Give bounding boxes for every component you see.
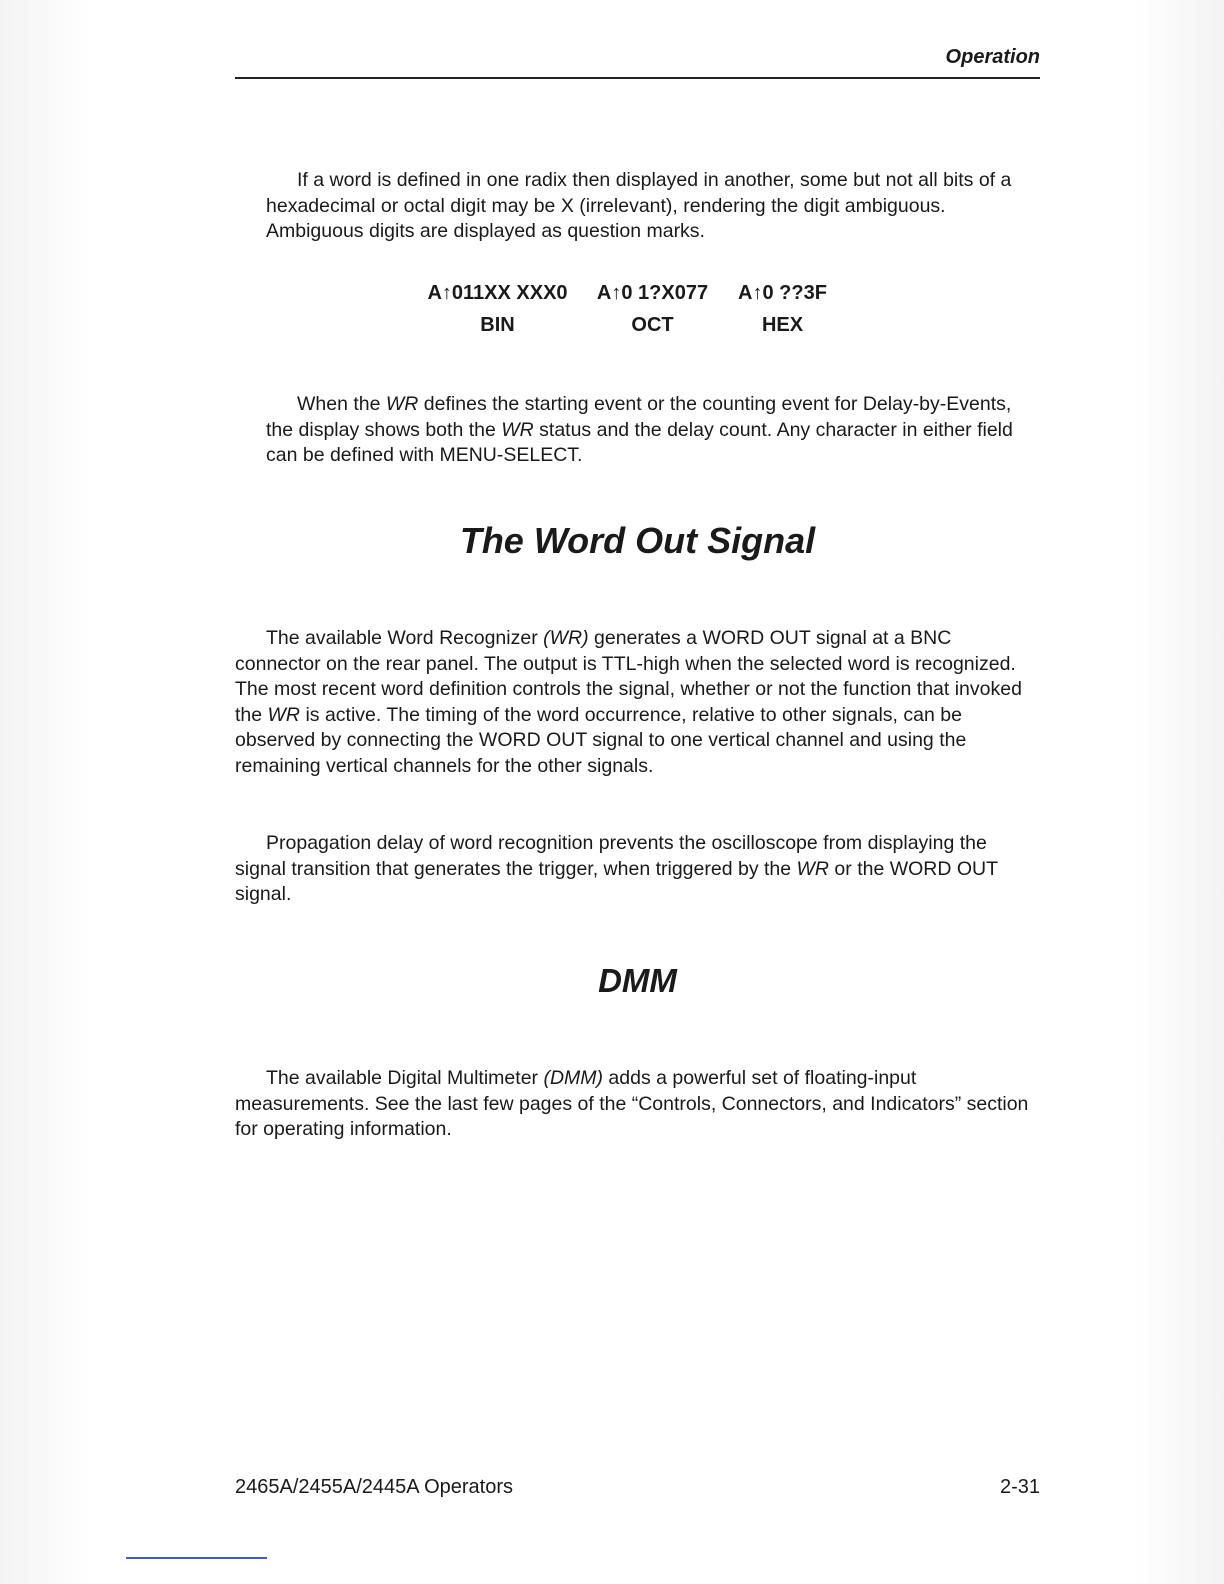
radix-example-bin [415, 282, 580, 337]
paragraph-text: defines the starting event or the counting event for Delay-by-Events, the display shows both the [266, 393, 1012, 441]
paragraph-text: adds a powerful set of floating-input measurements. See the last few pages of the “Controls, Connectors, and Indicators” section for operating information. [235, 1067, 1029, 1140]
paragraph-propagation-delay [235, 831, 1040, 908]
paragraph-word-out-signal [235, 626, 1040, 779]
page-edge-left [0, 0, 90, 1584]
radix-value: A↑011XX XXX0 [427, 282, 568, 304]
radix-example-oct [585, 282, 720, 337]
paragraph-emphasis: WR [385, 393, 419, 415]
radix-label: OCT [631, 314, 674, 336]
scan-underline-mark [126, 1557, 267, 1559]
paragraph-text: The available Word Recognizer [266, 627, 544, 649]
radix-label: BIN [480, 314, 515, 336]
paragraph-emphasis: WR [267, 703, 301, 726]
paragraph-text: When the [297, 393, 386, 415]
radix-value: A↑0 ??3F [738, 282, 827, 304]
paragraph-emphasis: (DMM) [543, 1067, 604, 1089]
radix-label: HEX [761, 314, 804, 336]
paragraph-delay-by-events [266, 392, 1041, 469]
page-edge-right [1134, 0, 1224, 1584]
paragraph-emphasis: WR [501, 418, 534, 441]
footer-manual-title: 2465A/2455A/2445A Operators [235, 1476, 513, 1498]
paragraph-text: is active. The timing of the word occurrence, relative to other signals, can be observed by connecting the WORD OUT signal to one vertical channel and using the remaining vertical channels for the other signals. [235, 703, 967, 777]
paragraph-emphasis: WR [796, 857, 830, 880]
header-rule [235, 77, 1040, 79]
paragraph-radix-ambiguity [266, 168, 1041, 245]
paragraph-text: status and the delay count. Any character in either field can be defined with MENU-SELECT. [266, 418, 1013, 466]
paragraph-text: Propagation delay of word recognition prevents the oscilloscope from displaying the signal transition that generates the trigger, when triggered by the [235, 832, 987, 880]
footer-page-number: 2-31 [999, 1476, 1040, 1498]
paragraph-text: or the WORD OUT signal. [235, 857, 998, 905]
paragraph-text: The available Digital Multimeter [266, 1067, 544, 1089]
section-heading-word-out: The Word Out Signal [459, 520, 816, 561]
paragraph-dmm [235, 1066, 1040, 1143]
radix-value: A↑0 1?X077 [596, 282, 709, 304]
paragraph-text: generates a WORD OUT signal at a BNC connector on the rear panel. The output is TTL-high when the selected word is recognized. The most recent word definition controls the signal, whether or not the function that invoked the [235, 627, 1022, 726]
paragraph-text: If a word is defined in one radix then displayed in another, some but not all bits of a hexadecimal or octal digit may be X (irrelevant), rendering the digit ambiguous. Ambiguous digits are displayed as question marks. [266, 169, 1012, 242]
running-head: Operation [945, 46, 1040, 68]
radix-example-hex [725, 282, 840, 337]
paragraph-emphasis: (WR) [543, 627, 589, 649]
section-heading-dmm: DMM [598, 962, 677, 999]
